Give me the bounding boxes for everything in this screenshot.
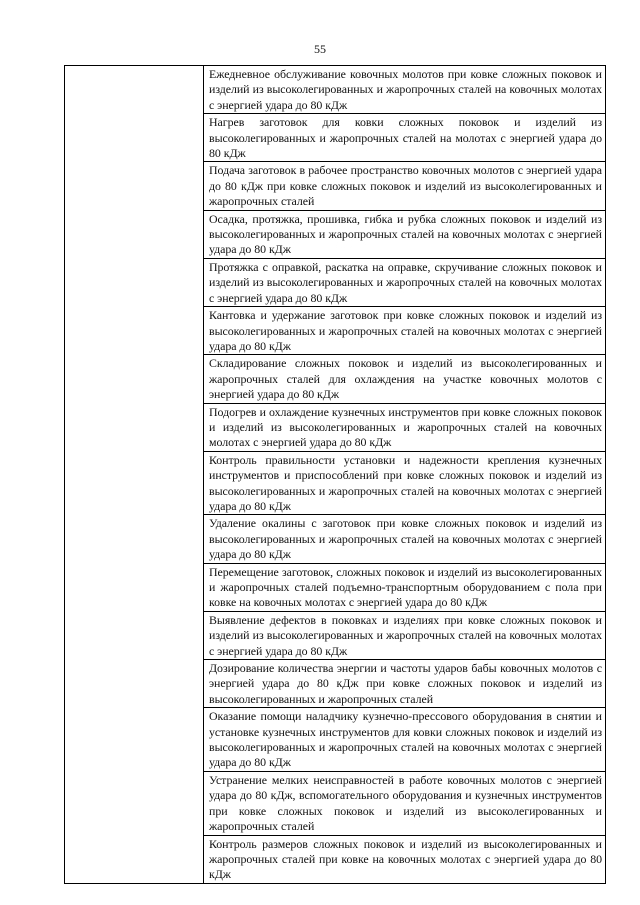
table-cell [204,355,606,403]
table-cell [204,66,606,114]
action-text: Перемещение заготовок, сложных поковок и изделий из высоколегированных и жаропрочных сталей подъемно-транспортным оборудованием с пола при ковке на ковочных молотах с энергией удара до 80 кДж [209,564,602,610]
action-text: Складирование сложных поковок и изделий из высоколегированных и жаропрочных сталей для охлаждения на участке ковочных молотов с энергией удара до 80 кДж [209,356,602,402]
table-cell [204,835,606,883]
action-text: Контроль правильности установки и надежности крепления кузнечных инструментов и приспособлений при ковке сложных поковок и изделий из высоколегированных и жаропрочных сталей на ковочных молотах с энергией удара до 80 кДж [209,452,602,513]
table-cell [204,515,606,563]
table-cell [204,611,606,659]
action-text: Нагрев заготовок для ковки сложных поковок и изделий из высоколегированных и жаропрочных сталей на молотах с энергией удара до 80 кДж [209,115,602,161]
action-text: Осадка, протяжка, прошивка, гибка и рубка сложных поковок и изделий из высоколегированных и жаропрочных сталей на ковочных молотах с энергией удара до 80 кДж [209,211,602,257]
table-cell [204,451,606,515]
labor-actions-table [64,65,606,884]
table-cell [204,771,606,835]
table-cell [204,210,606,258]
left-column-cell [65,66,204,884]
table-cell [204,162,606,210]
action-text: Устранение мелких неисправностей в работе ковочных молотов с энергией удара до 80 кДж, вспомогательного оборудования и кузнечных инструментов при ковке сложных поковок и изделий из высоколегированных и жаропрочных сталей [209,772,602,834]
table-cell [204,258,606,306]
action-text: Подогрев и охлаждение кузнечных инструментов при ковке сложных поковок и изделий из высоколегированных и жаропрочных сталей на ковочных молотах с энергией удара до 80 кДж [209,404,602,450]
table-cell [204,660,606,708]
table-cell [204,114,606,162]
table-cell [204,563,606,611]
action-text: Контроль размеров сложных поковок и изделий из высоколегированных и жаропрочных сталей при ковке на ковочных молотах с энергией удара до 80 кДж [209,836,602,882]
table-cell [204,403,606,451]
action-text: Подача заготовок в рабочее пространство ковочных молотов с энергией удара до 80 кДж при ковке сложных поковок и изделий из высоколегированных и жаропрочных сталей [209,163,602,209]
action-text: Протяжка с оправкой, раскатка на оправке, скручивание сложных поковок и изделий из высоколегированных и жаропрочных сталей на ковочных молотах с энергией удара до 80 кДж [209,259,602,305]
action-text: Кантовка и удержание заготовок при ковке сложных поковок и изделий из высоколегированных и жаропрочных сталей на ковочных молотах с энергией удара до 80 кДж [209,308,602,353]
table-cell [204,708,606,772]
table-cell [204,307,606,355]
table-row [65,66,606,114]
action-text: Ежедневное обслуживание ковочных молотов при ковке сложных поковок и изделий из высоколегированных и жаропрочных сталей на ковочных молотах с энергией удара до 80 кДж [209,67,602,112]
action-text: Выявление дефектов в поковках и изделиях при ковке сложных поковок и изделий из высоколегированных и жаропрочных сталей на ковочных молотах с энергией удара до 80 кДж [209,612,602,658]
page-number: 55 [314,42,326,56]
action-text: Дозирование количества энергии и частоты ударов бабы ковочных молотов с энергией удара до 80 кДж при ковке сложных поковок и изделий из высоколегированных и жаропрочных сталей [209,661,602,706]
action-text: Оказание помощи наладчику кузнечно-прессового оборудования в снятии и установке кузнечных инструментов для ковки сложных поковок и изделий из высоколегированных и жаропрочных сталей на ковочных молотах с энергией удара до 80 кДж [209,709,602,770]
action-text: Удаление окалины с заготовок при ковке сложных поковок и изделий из высоколегированных и жаропрочных сталей на ковочных молотах с энергией удара до 80 кДж [209,516,602,562]
